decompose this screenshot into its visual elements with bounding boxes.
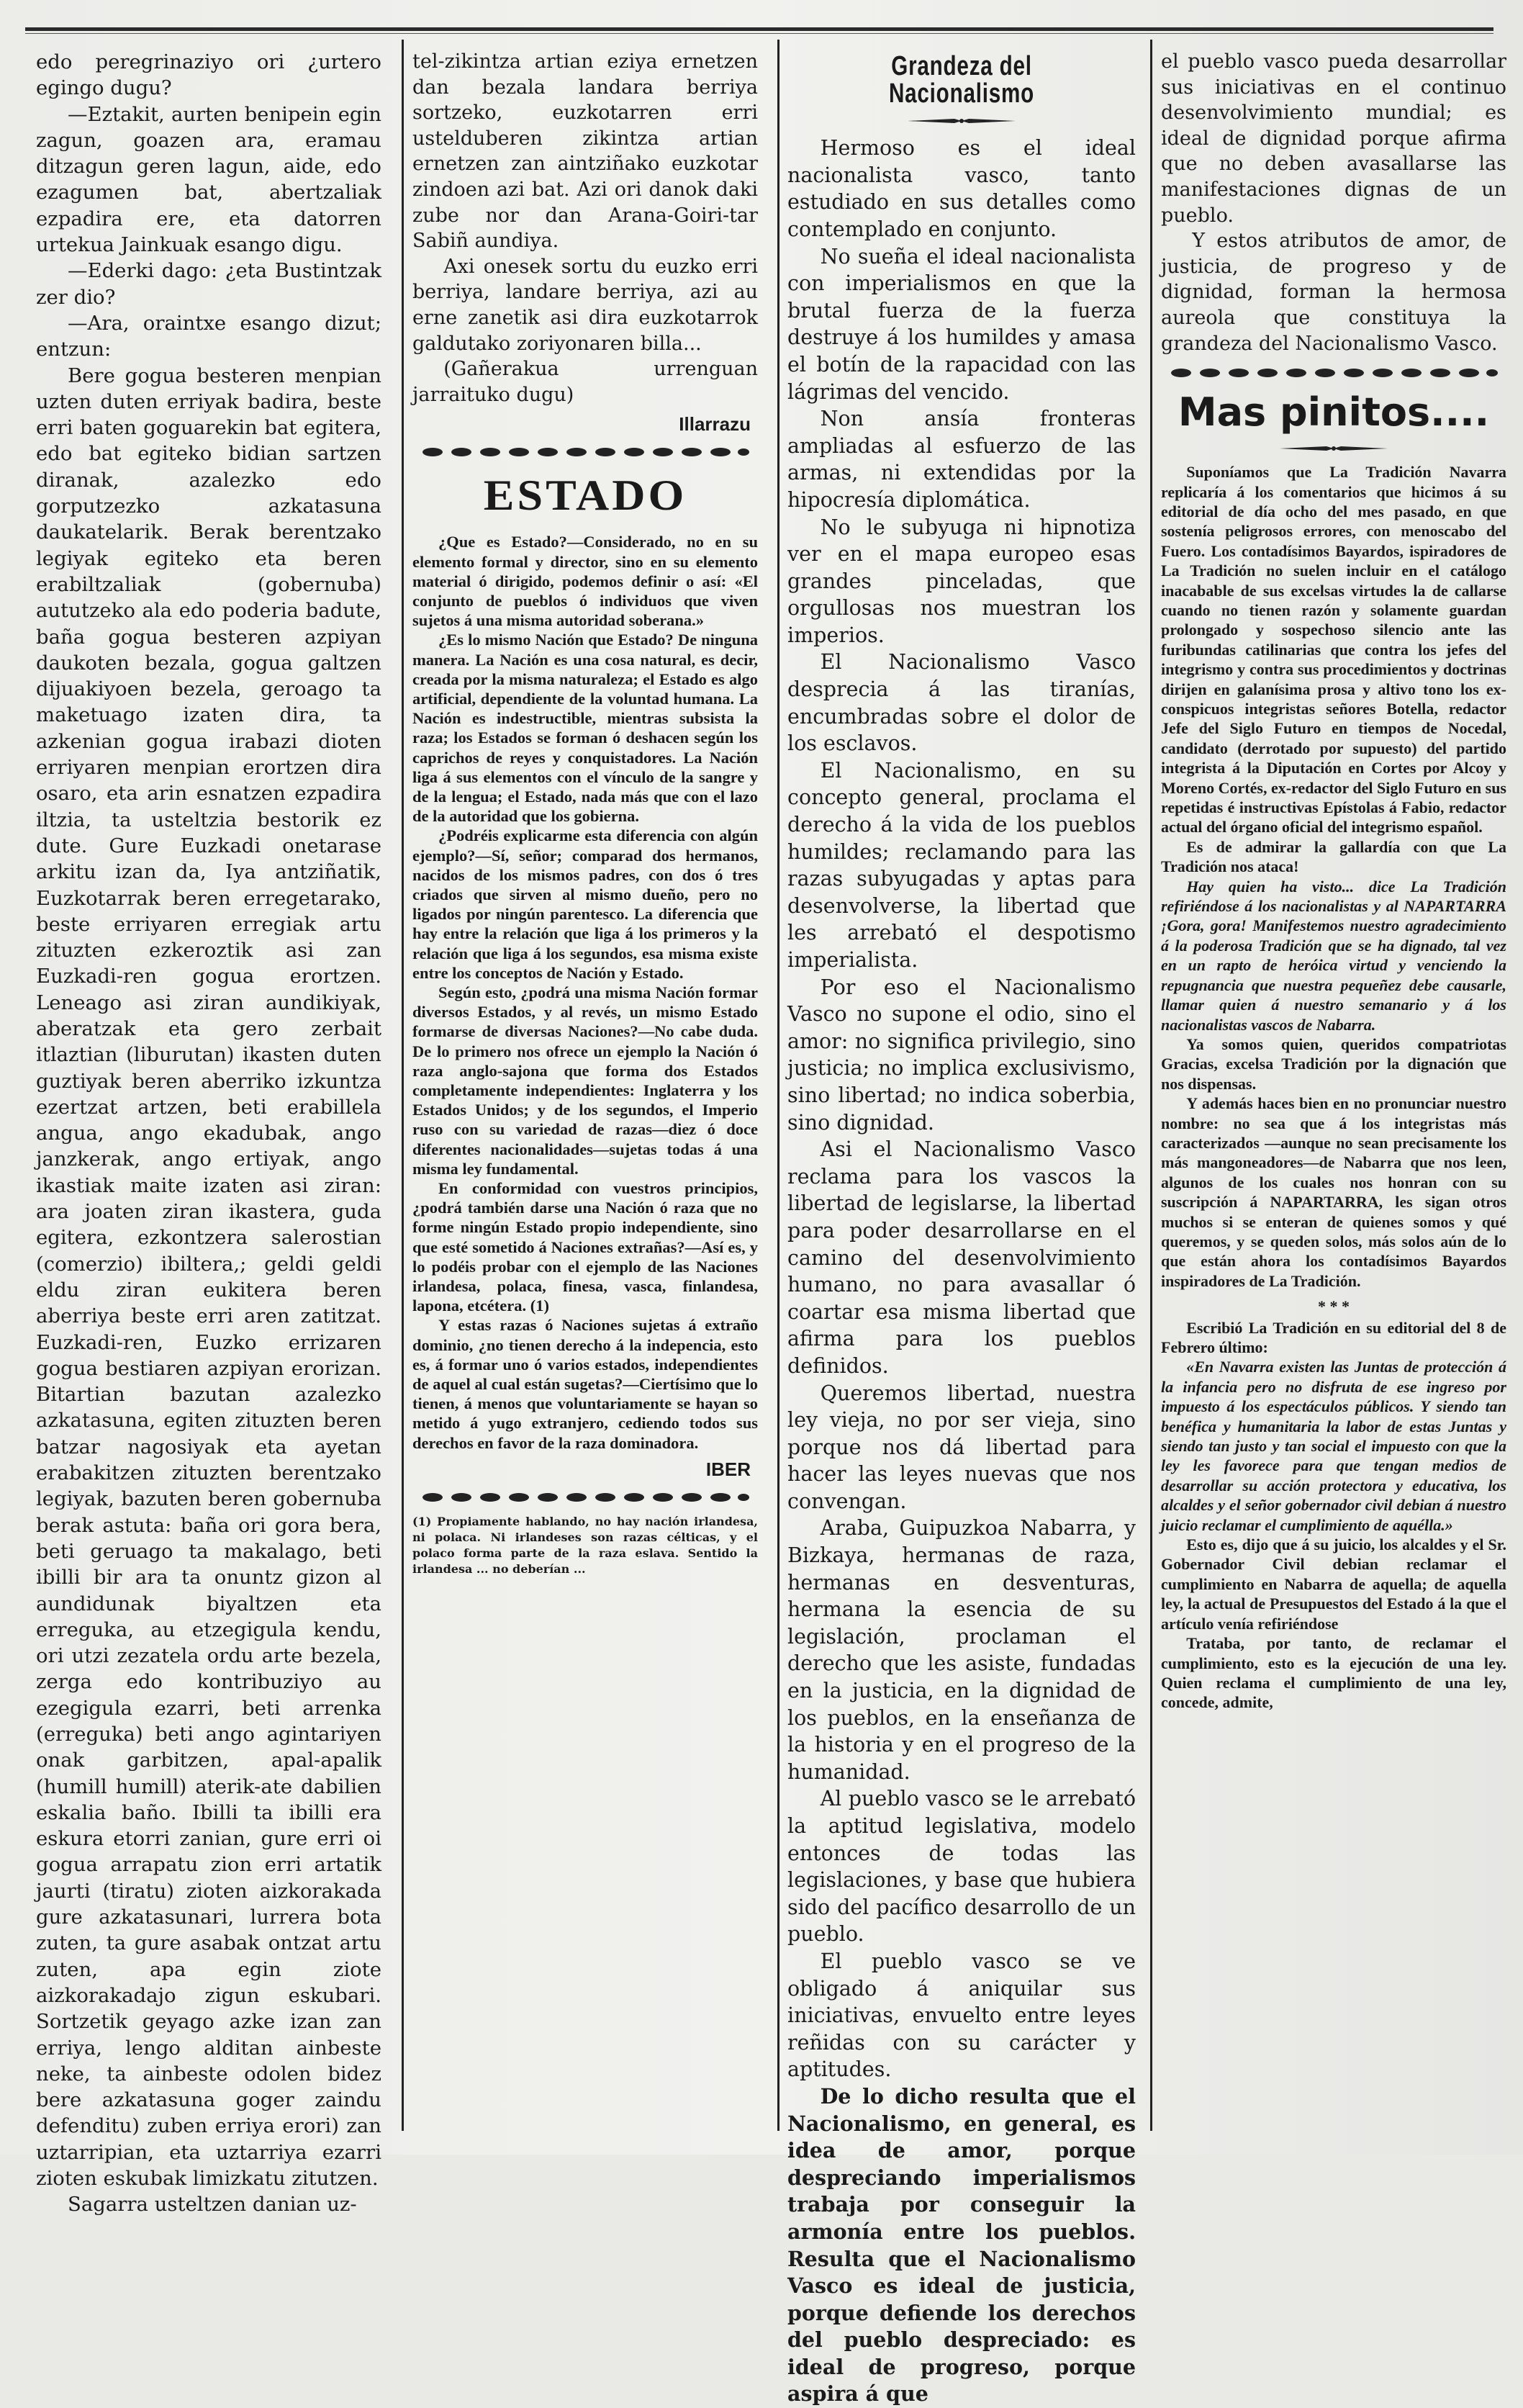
column-rule-1 <box>402 40 404 2131</box>
column-3 <box>787 49 1136 2407</box>
paragraph: Trataba, por tanto, de reclamar el cumplimiento, esto es la ejecución de una ley. Quien reclama el cumplimiento de una ley, concede, admite, <box>1161 1634 1506 1712</box>
ornament-divider <box>1161 365 1506 381</box>
paragraph: tel-zikintza artian eziya ernetzen dan bezala landara berriya sortzeko, euzkotarren erri ustelduberen zikintza artian ernetzen zan aintziñako euzkotar zindoen azi bat. Azi ori danok daki zube nor dan Arana-Goiri-tar Sabiñ aundiya. <box>412 50 758 253</box>
pinitos-headline: Mas pinitos.... <box>1178 389 1490 436</box>
paragraph: Al pueblo vasco se le arrebató la aptitud legislativa, modelo entonces de todas las legislaciones, y base que hubiera sido del pacífico desarrollo de un pueblo. <box>787 1787 1136 1947</box>
paragraph: Queremos libertad, nuestra ley vieja, no por ser vieja, sino porque nos dá libertad para hacer las leyes nuevas que nos convengan. <box>787 1381 1136 1513</box>
paragraph: Escribió La Tradición en su editorial del 8 de Febrero último: <box>1161 1318 1506 1356</box>
paragraph: —Eztakit, aurten benipein egin zagun, goazen ara, eramau ditzagun geren lagun, aide, edo ezagumen bat, abertzaliak ezpadira ere, eta datorren urtekua Jainkuak esango digu. <box>36 102 381 257</box>
paragraph: —Ederki dago: ¿eta Bustintzak zer dio? <box>36 259 381 309</box>
ornament-divider <box>412 444 758 460</box>
paragraph: (Gañerakua urrenguan jarraituko dugu) <box>412 358 758 406</box>
paragraph: Y estas razas ó Naciones sujetas á extraño dominio, ¿no tienen derecho á la indepencia, esto es, á formar uno ó varios estados, independientes de aquel al cual están sugetas?—Ciertísimo que lo tienen, á menos que voluntariamente se hayan so metido á yugo extranjero, cediendo todos sus derechos en favor de la raza dominadora. <box>412 1316 758 1452</box>
paragraph: De lo dicho resulta que el Nacionalismo, en general, es idea de amor, porque despreciando imperialismos trabaja por conseguir la armonía entre los pueblos. Resulta que el Nacionalismo Vasco es ideal de justicia, porque defiende los derechos del pueblo despreciado: es ideal de progreso, porque aspira á que <box>787 2083 1136 2407</box>
paragraph: Y estos atributos de amor, de justicia, de progreso y de dignidad, forman la hermosa aureola que constituya la grandeza del Nacionalismo Vasco. <box>1161 230 1506 355</box>
paragraph: El Nacionalismo, en su concepto general, proclama el derecho á la vida de los pueblos humildes; reclamando para las razas subyugadas y aptas para desenvolverse, la libertad que les arrebató el despotismo imperialista. <box>787 758 1136 972</box>
signature-illarrazu: Illarrazu <box>679 413 751 436</box>
estado-headline: ESTADO <box>483 471 687 520</box>
paragraph: Esto es, dijo que á su juicio, los alcaldes y el Sr. Gobernador Civil debian reclamar el cumplimiento en Nabarra de aquella; de aquella ley, la actual de Presupuestos del Estado á la que el artículo venía refiriéndose <box>1161 1536 1506 1633</box>
paragraph: Según esto, ¿podrá una misma Nación formar diversos Estados, y al revés, un mismo Estado formarse de diversas Naciones?—No cabe duda. De lo primero nos ofrece un ejemplo la Nación ó raza anglo-sajona que forma dos Estados completamente independientes: Inglaterra y los Estados Unidos; y de los segundos, el Imperio ruso con su variedad de razas—diez ó doce diferentes nacionalidades—sujetas todas á una misma ley fundamental. <box>412 983 758 1178</box>
paragraph: ¿Es lo mismo Nación que Estado? De ninguna manera. La Nación es una cosa natural, es decir, creada por la misma naturaleza; el Estado es algo artificial, dependiente de la voluntad humana. La Nación es indestructible, mientras subsista la raza; los Estados se forman ó deshacen según los caprichos de reyes y conquistadores. La Nación liga á sus elementos con el vínculo de la sangre y de la lengua; el Estado, nada más que con el lazo de la autoridad que los gobierna. <box>412 631 758 826</box>
paragraph: El Nacionalismo Vasco desprecia á las tiranías, encumbradas sobre el dolor de los esclavos. <box>787 650 1136 756</box>
footnote: (1) Propiamente hablando, no hay nación irlandesa, ni polaca. Ni irlandeses son razas célticas, y el polaco forma parte de la raza eslava. Sentido la irlandesa ... no deberían ... <box>412 1514 758 1576</box>
column-rule-3 <box>1150 40 1152 2131</box>
grandeza-headline: Grandeza del Nacionalismo <box>888 51 1035 109</box>
quoted-paragraph: «En Navarra existen las Juntas de protección á la infancia pero no disfruta de ese ingreso por impuesto á los espectáculos públicos. Y siendo tan benéfica y humanitaria la labor de estas Juntas y siendo tan justo y tan social el impuesto con que la ley les favorece para que tengan medios de desarrollar su acción protectora y educativa, los alcaldes y el señor gobernador civil debian á nuestro juicio reclamar el cumplimiento de aquélla.» <box>1161 1358 1506 1534</box>
paragraph: Y además haces bien en no pronunciar nuestro nombre: no sea que á los integristas más caracterizados —aunque no sean precisamente los más mangoneadores—de Nabarra que nos leen, algunos de los cuales nos honran con su suscripción á NAPARTARRA, les sigan otros muchos si se enteran de quienes somos y qué queremos, y se queden solos, más solos aún de lo que están ahora los contadísimos Bayardos inspiradores de La Tradición. <box>1161 1094 1506 1290</box>
paragraph: Por eso el Nacionalismo Vasco no supone el odio, sino el amor: no significa privilegio, sino justicia; no implica exclusivismo, sino libertad; no indica soberbia, sino dignidad. <box>787 975 1136 1135</box>
paragraph: edo peregrinaziyo ori ¿urtero egingo dugu? <box>36 50 381 100</box>
paragraph: No sueña el ideal nacionalista con imperialismos en que la brutal fuerza de la fuerza destruye á los humildes y amasa el botín de la rapacidad con las lágrimas del vencido. <box>787 244 1136 404</box>
signature-iber: IBER <box>705 1458 751 1480</box>
column-2 <box>412 49 758 2137</box>
paragraph: ¿Podréis explicarme esta diferencia con algún ejemplo?—Sí, señor; comparad dos hermanos, nacidos de los mismos padres, con dos ó tres criados que sirven al mismo dueño, pero no ligados por ningún parentesco. La diferencia que hay entre la relación que liga á los primeros y la relación que liga á los segundos, esa misma existe entre los conceptos de Nación y Estado. <box>412 826 758 982</box>
top-rule <box>25 27 1493 31</box>
paragraph: el pueblo vasco pueda desarrollar sus iniciativas en el continuo desenvolvimiento mundial; es ideal de dignidad porque afirma que no deben avasallarse las manifestaciones dignas de un pueblo. <box>1161 50 1506 227</box>
paragraph: Ya somos quien, queridos compatriotas Gracias, excelsa Tradición por la dignación que nos dispensas. <box>1161 1034 1506 1093</box>
paragraph: Hay quien ha visto... dice La Tradición refiriéndose á los nacionalistas y al NAPARTARRA ¡Gora, gora! Manifestemos nuestro agradecimiento á la poderosa Tradición que se ha dignado, tal vez en un rapto de heróica virtud y venciendo la repugnancia que nuestra pequeñez debe causarle, llamar quien á nuestro semanario y á los nacionalistas vascos de Nabarra. <box>1161 877 1506 1034</box>
paragraph: Hermoso es el ideal nacionalista vasco, tanto estudiado en sus detalles como contemplado en conjunto. <box>787 136 1136 241</box>
paragraph: Bere gogua besteren menpian uzten duten erriyak badira, beste erri baten goguarekin bat egitera, edo bat egiteko bidian sartzen diranak, azalezko edo gorputzezko azkatasuna daukatelarik. Berak berentzako legiyak egiteko eta beren erabiltzaliak (gobernuba) aututzeko ala edo poderia badute, baña gogua besteren azpiyan daukoten bezala, gogua galtzen dijuakiyoen bezela, geroago ta maketuago izaten dira, ta azkenian gogua irabazi dioten erriyaren menpian erortzen dira osaro, eta arin esnatzen ezpadira iltzia, ta usteltzia bestorik ez dute. Gure Euzkadi onetarase arkitu izan da, Iya antziñatik, Euzkotarrak beren erregetarako, beste erriyaren erregiak artu zituzten ezkeroztik asi zan Euzkadi-ren gogua erortzen. Leneago asi ziran aundikiyak, aberatzak eta gero zerbait itlaztian (liburutan) ikasten duten guztiyak beren aberriko izkuntza ezertzat artzen, beti erabillela angua, ango ekadubak, ango janzkerak, ango ertiyak, ango ikastiak maite izaten asi ziran: ara joaten ziran ikastera, guda egitera, ezkontzera salerostian (comerzio) ibiltera,; geldi geldi eldu ziran eukitera beren aberriya beste erri aren zatitzat. Euzkadi-ren, Euzko errizaren gogua bestiaren azpiyan erorizan. Bitartian bazutan azalezko azkatasuna, egiten zituzten beren batzar nagosiyak eta ayetan erabakitzen zituzten berentzako legiyak, bazuten beren gobernuba berak astuta: baña ori gora bera, beti geruago ta makalago, beti ibilli bir ara ta onuntz gizon al aundidunak biyaltzen eta erreguka, au etzegigula kendu, ori utzi zezatela ordu arte bezela, zerga edo kontribuziyo au ezegigula ezarri, beti arrenka (erreguka) beti ango agintariyen onak garbitzen, apal-apalik (humill humill) aterik-ate dabilien eskalia baño. Ibilli ta ibilli era eskura etorri zanian, gure erri oi gogua arrapatu zion erri artatik jaurti (tiratu) zioten aizkorakada gure azkatasunari, lurrera bota zuten, ta gure asabak ontzat artu zuten, apa egin ziote aizkorakadajo zigun eskubari. Sortzetik geyago azke izan zan erriya, lengo alditan ainbeste neke, ta ainbeste odolen bidez bere azkatasuna goger zaindu defenditu) zuben erriya erori) zan uztarripian, eta uztarriya ezarri zioten eskubak limizkatu zitutzen. <box>36 364 381 2191</box>
small-ornament <box>787 116 1136 126</box>
paragraph: El pueblo vasco se ve obligado á aniquilar sus iniciativas, envuelto entre leyes reñidas con su carácter y aptitudes. <box>787 1949 1136 2082</box>
top-rule-thin <box>25 33 1493 34</box>
paragraph: Axi onesek sortu du euzko erri berriya, landare berriya, azi au erne zanetik asi dira euzkotarrok galdutako zoriyonaren billa... <box>412 255 758 355</box>
small-ornament <box>1161 443 1506 454</box>
paragraph: Suponíamos que La Tradición Navarra replicaría á los comentarios que hicimos á su editorial de día ocho del mes pasado, en que sostenía peligrosos errores, con menoscabo del Fuero. Los contadísimos Bayardos, ispiradores de La Tradición no suelen incluir en el catálogo inacabable de sus excelsas virtudes la de callarse cuando no tienen razón y solamente guardan prolongado y sospechoso silencio ante las furibundas catilinarias que contra los jefes del integrismo y contra sus procedimientos y doctrinas dirijen en galanísima prosa y altivo tono los ex-conspicuos integristas señores Botella, redactor Jefe del Siglo Futuro en tiempos de Nocedal, candidato (derrotado por supuesto) del partido integrista á la Diputación en Cortes por Alcoy y Moreno Cortés, ex-redactor del Siglo Futuro en sus repetidas é instructivas Epístolas á Fabio, redactor actual del órgano oficial del integrismo español. <box>1161 463 1506 837</box>
paragraph: No le subyuga ni hipnotiza ver en el mapa europeo esas grandes pinceladas, que orgullosas nos muestran los imperios. <box>787 515 1136 647</box>
paragraph: Sagarra usteltzen danian uz- <box>68 2193 357 2217</box>
ornament-divider <box>412 1489 758 1505</box>
paragraph: Araba, Guipuzkoa Nabarra, y Bizkaya, hermanas de raza, hermanas en desventuras, hermana la esencia de su legislación, proclaman el derecho que les asiste, fundadas en la justicia, en la dignidad de los pueblos, en la enseñanza de la historia y en el progreso de la humanidad. <box>787 1516 1136 1784</box>
column-1 <box>36 49 381 2217</box>
paragraph: En conformidad con vuestros principios, ¿podrá también darse una Nación ó raza que no forme ningún Estado propio independiente, sino que esté sometido á Naciones extrañas?—Así es, y lo podéis probar con el ejemplo de las Naciones irlandesa, polaca, finesa, vasca, finlandesa, lapona, etcétera. (1) <box>412 1179 758 1315</box>
section-stars: * * * <box>1318 1297 1350 1316</box>
column-4 <box>1161 49 1506 2137</box>
paragraph: —Ara, oraintxe esango dizut; entzun: <box>36 311 381 361</box>
paragraph: Asi el Nacionalismo Vasco reclama para los vascos la libertad de legislarse, la libertad para poder desarrollarse en el camino del desenvolvimiento humano, no para avasallar ó coartar esa misma libertad que afirma para los pueblos definidos. <box>787 1137 1136 1378</box>
column-rule-2 <box>777 40 779 2131</box>
paragraph: Non ansía fronteras ampliadas al esfuerzo de las armas, ni extendidas por la hipocresía diplomática. <box>787 407 1136 512</box>
paragraph: ¿Que es Estado?—Considerado, no en su elemento formal y director, sino en su elemento material ó dirigido, podemos definir o así: «El conjunto de pueblos ó individuos que viven sujetos á una misma autoridad soberana.» <box>412 533 758 630</box>
paragraph: Es de admirar la gallardía con que La Tradición nos ataca! <box>1161 837 1506 876</box>
